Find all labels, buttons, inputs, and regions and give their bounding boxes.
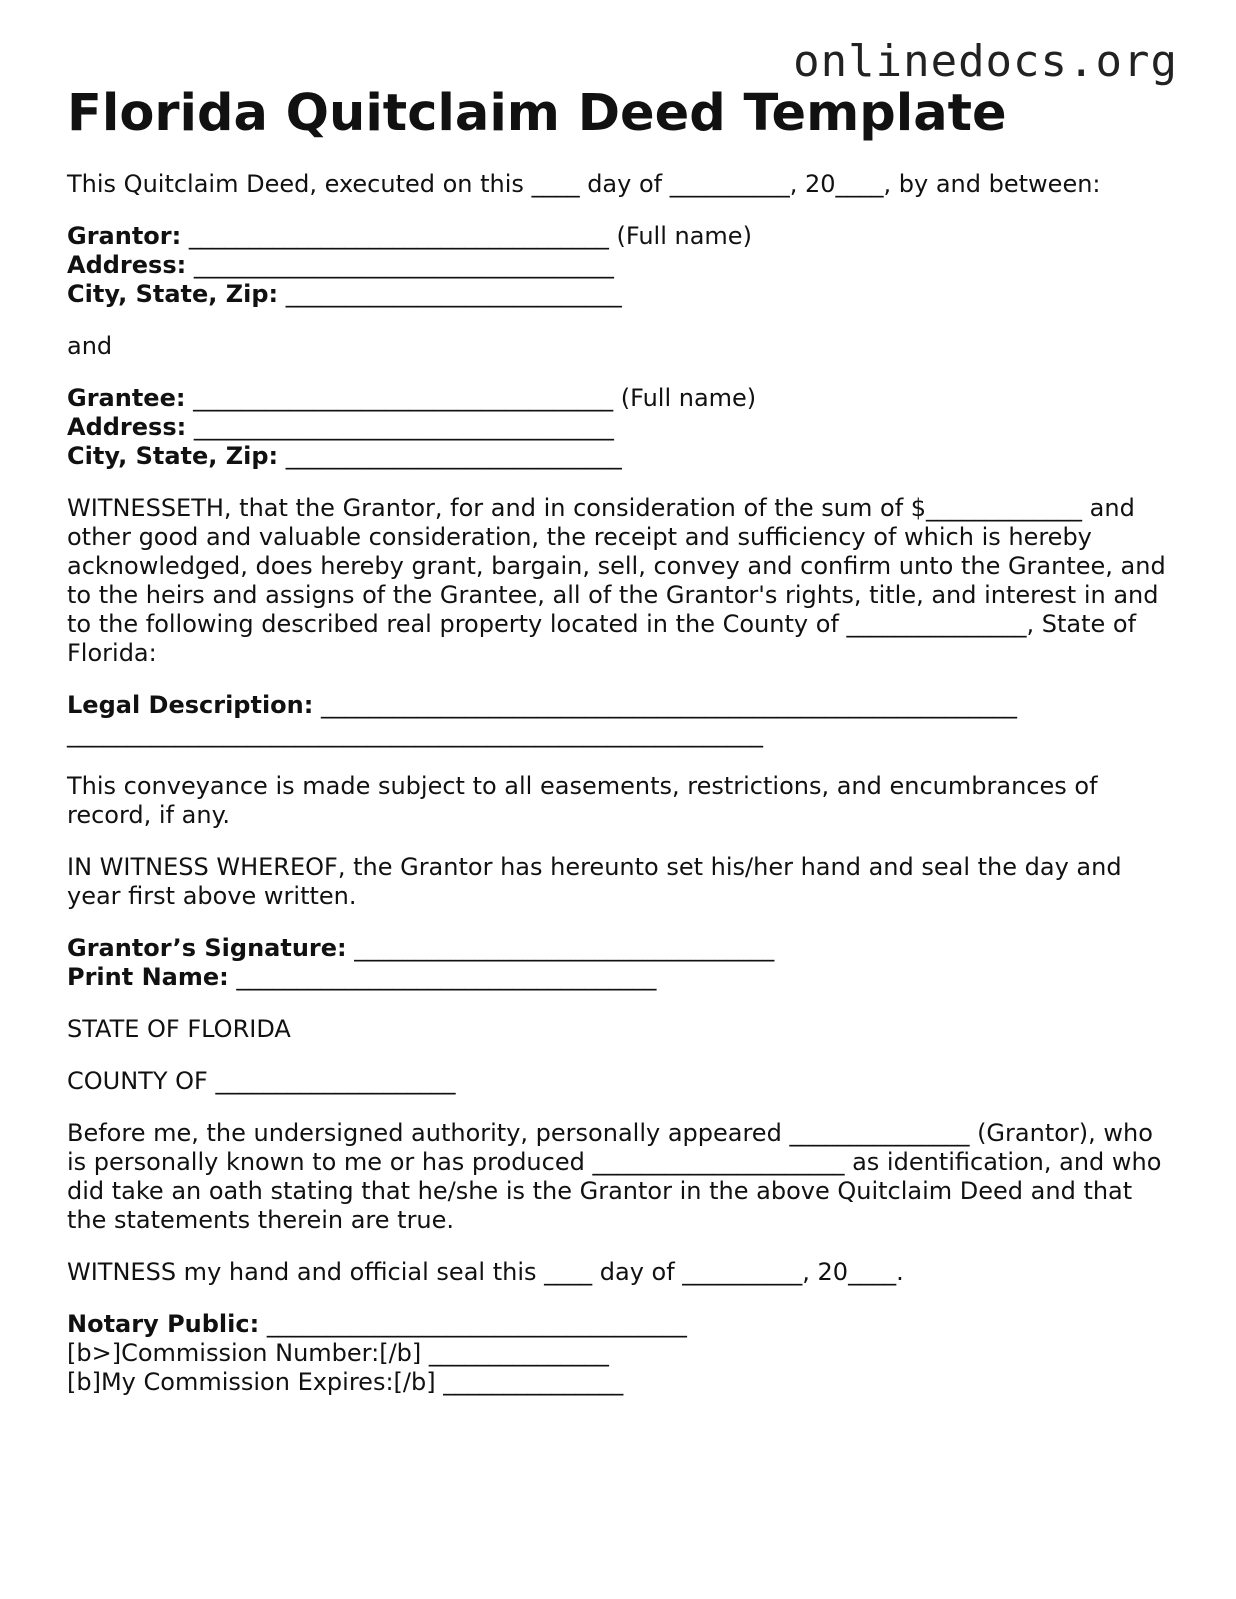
- grantee-address-line: [67, 413, 1177, 442]
- legal-description-field-1: __________________________________________________________: [313, 691, 1017, 719]
- commission-number-line: [b>]Commission Number:[/b] _______________: [67, 1339, 609, 1367]
- grantee-city-line: [67, 442, 1177, 471]
- and-text: and: [67, 332, 113, 360]
- county-line: COUNTY OF ____________________: [67, 1067, 456, 1095]
- watermark: onlinedocs.org: [793, 36, 1178, 87]
- legal-description-label: Legal Description:: [67, 691, 314, 719]
- grantee-city-label: City, State, Zip:: [67, 442, 279, 470]
- grantee-name-field: ___________________________________ (Full name): [185, 384, 757, 412]
- commission-expires-line: [b]My Commission Expires:[/b] _______________: [67, 1368, 624, 1396]
- witnesseth-paragraph: WITNESSETH, that the Grantor, for and in consideration of the sum of $_____________ and other good and valuable consideration, the receipt and sufficiency of which is hereby acknowledged, does hereby grant, bargain, sell, convey and confirm unto the Grantee, and to the heirs and assigns of the Grantee, all of the Grantor's rights, title, and interest in and to the following described real property located in the County of _______________, State of Florida:: [67, 494, 1166, 667]
- grantor-city-label: City, State, Zip:: [67, 280, 279, 308]
- document-page: [67, 86, 1177, 1420]
- intro-paragraph: This Quitclaim Deed, executed on this ____ day of __________, 20____, by and between:: [67, 170, 1101, 198]
- grantor-name-line: [67, 222, 1177, 251]
- grantor-name-label: Grantor:: [67, 222, 182, 250]
- notary-public-field: ___________________________________: [259, 1310, 687, 1338]
- grantor-block: [67, 222, 1177, 309]
- grantor-address-line: [67, 251, 1177, 280]
- notary-block: [67, 1310, 1177, 1397]
- in-witness-paragraph: IN WITNESS WHEREOF, the Grantor has hereunto set his/her hand and seal the day and year first above written.: [67, 853, 1122, 910]
- witness-hand-line: WITNESS my hand and official seal this ____ day of __________, 20____.: [67, 1258, 904, 1286]
- grantor-address-field: ___________________________________: [186, 251, 614, 279]
- legal-description-block: [67, 691, 1177, 749]
- notary-public-line: [67, 1310, 1177, 1339]
- page-title: Florida Quitclaim Deed Template: [67, 84, 1007, 143]
- grantee-block: [67, 384, 1177, 471]
- conveyance-paragraph: This conveyance is made subject to all easements, restrictions, and encumbrances of record, if any.: [67, 772, 1098, 829]
- grantor-name-field: ___________________________________ (Full name): [181, 222, 752, 250]
- signature-block: [67, 934, 1177, 992]
- state-heading: STATE OF FLORIDA: [67, 1015, 291, 1043]
- grantee-name-line: [67, 384, 1177, 413]
- grantee-name-label: Grantee:: [67, 384, 186, 412]
- grantee-address-field: ___________________________________: [186, 413, 614, 441]
- grantee-city-field: ____________________________: [278, 442, 622, 470]
- grantor-city-field: ____________________________: [278, 280, 622, 308]
- print-name-label: Print Name:: [67, 963, 229, 991]
- notary-public-label: Notary Public:: [67, 1310, 260, 1338]
- grantor-signature-line: [67, 934, 1177, 963]
- legal-description-field-2: __________________________________________________________: [67, 720, 763, 748]
- grantor-signature-label: Grantor’s Signature:: [67, 934, 347, 962]
- grantor-signature-field: ___________________________________: [346, 934, 775, 962]
- grantor-city-line: [67, 280, 1177, 309]
- grantor-address-label: Address:: [67, 251, 187, 279]
- print-name-line: [67, 963, 1177, 992]
- grantee-address-label: Address:: [67, 413, 187, 441]
- legal-description-line-1: [67, 691, 1177, 720]
- print-name-field: ___________________________________: [228, 963, 657, 991]
- notary-acknowledgment-paragraph: Before me, the undersigned authority, personally appeared _______________ (Grantor), who is personally known to me or has produced _____________________ as identification, and who did take an oath stating that he/she is the Grantor in the above Quitclaim Deed and that the statements therein are true.: [67, 1119, 1162, 1234]
